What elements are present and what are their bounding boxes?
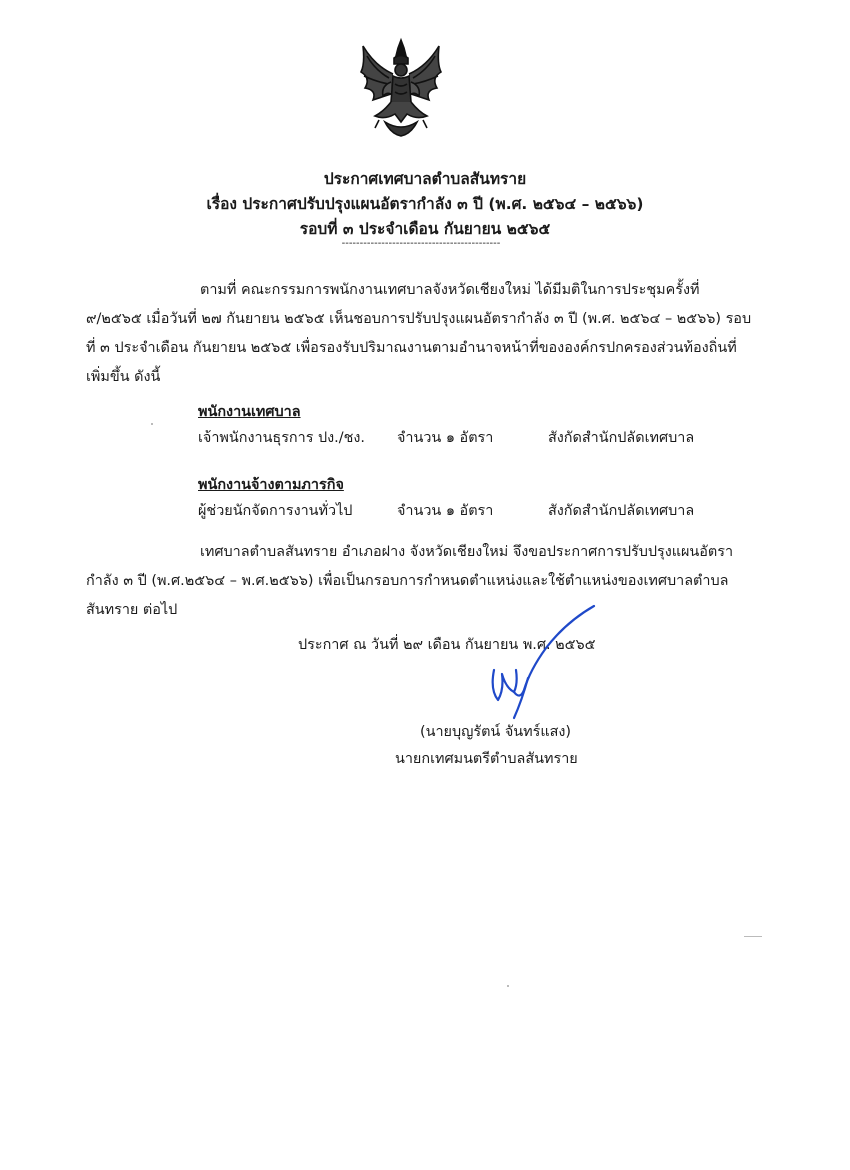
garuda-emblem-icon [355, 36, 447, 140]
signer-title: นายกเทศมนตรีตำบลสันทราย [395, 751, 578, 767]
section-title-municipal-staff: พนักงานเทศบาล [198, 404, 301, 420]
round-line: รอบที่ ๓ ประจำเดือน กันยายน ๒๕๖๕ [299, 220, 551, 238]
position-row [198, 426, 758, 448]
position-count: จำนวน ๑ อัตรา [397, 503, 494, 519]
paragraph-conclusion [86, 538, 758, 625]
paragraph-intro-text: ตามที่ คณะกรรมการพนักงานเทศบาลจังหวัดเชียงใหม่ ได้มีมติในการประชุมครั้งที่ ๙/๒๕๖๕ เมื่อวันที่ ๒๗ กันยายน ๒๕๖๕ เห็นชอบการปรับปรุงแผนอัตรากำลัง ๓ ปี (พ.ศ. ๒๕๖๔ – ๒๕๖๖) รอบที่ ๓ ประจำเดือน กันยายน ๒๕๖๕ เพื่อรองรับปริมาณงานตามอำนาจหน้าที่ขององค์กรปกครองส่วนท้องถิ่นที่เพิ่มขึ้น ดังนี้ [86, 282, 752, 385]
signature-icon [474, 600, 604, 725]
announcement-heading: ประกาศเทศบาลตำบลสันทราย [323, 170, 527, 188]
paragraph-conclusion-text: เทศบาลตำบลสันทราย อำเภอฝาง จังหวัดเชียงใหม่ จึงขอประกาศการปรับปรุงแผนอัตรากำลัง ๓ ปี (พ.ศ.๒๕๖๔ – พ.ศ.๒๕๖๖) เพื่อเป็นกรอบการกำหนดตำแหน่งและใช้ตำแหน่งของเทศบาลตำบลสันทราย ต่อไป [86, 544, 734, 618]
position-row [198, 499, 758, 521]
scan-speck [744, 936, 762, 937]
paragraph-intro [86, 276, 758, 392]
separator-line: -------------------------------------------- [341, 238, 501, 249]
position-unit: สังกัดสำนักปลัดเทศบาล [548, 503, 695, 519]
subject-line: เรื่อง ประกาศปรับปรุงแผนอัตรากำลัง ๓ ปี (พ.ศ. ๒๕๖๔ – ๒๕๖๖) [206, 195, 644, 213]
scan-speck [507, 985, 509, 987]
position-name: ผู้ช่วยนักจัดการงานทั่วไป [198, 503, 353, 519]
position-count: จำนวน ๑ อัตรา [397, 430, 494, 446]
position-name: เจ้าพนักงานธุรการ ปง./ชง. [198, 430, 365, 446]
announcement-date: ประกาศ ณ วันที่ ๒๙ เดือน กันยายน พ.ศ. ๒๕๖๕ [298, 637, 596, 653]
signer-name: (นายบุญรัตน์ จันทร์แสง) [420, 724, 572, 740]
scan-speck [151, 423, 153, 425]
section-title-mission-staff: พนักงานจ้างตามภารกิจ [198, 477, 344, 493]
position-unit: สังกัดสำนักปลัดเทศบาล [548, 430, 695, 446]
